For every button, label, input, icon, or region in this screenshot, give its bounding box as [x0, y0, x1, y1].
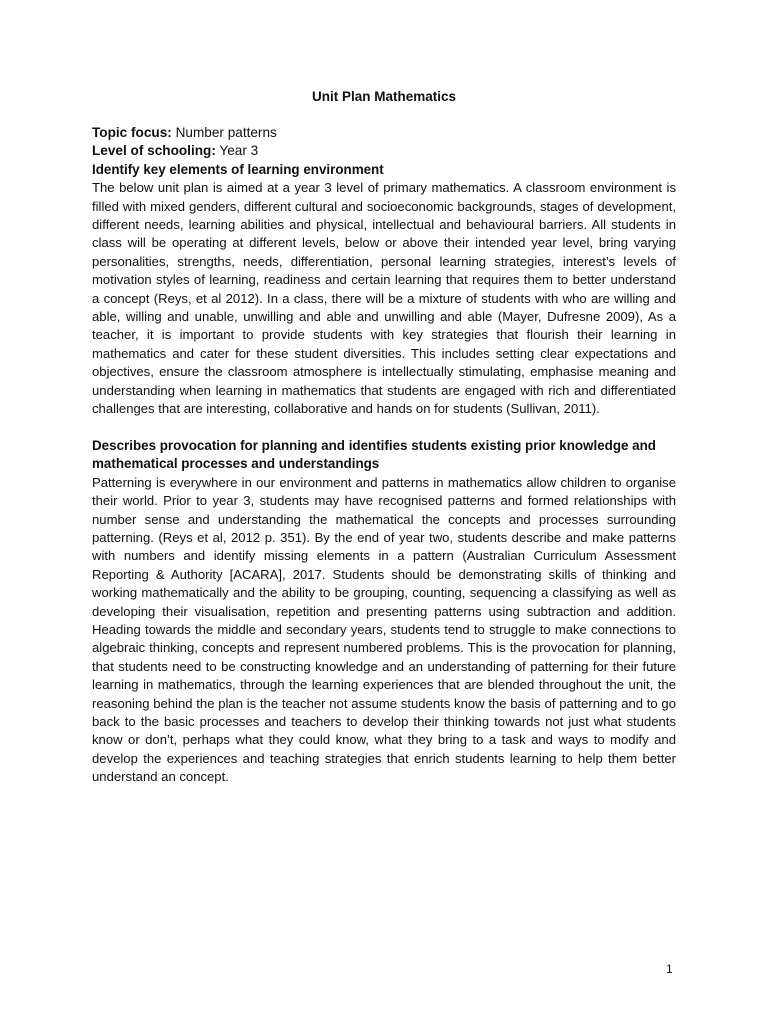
- document-content: [92, 88, 676, 787]
- topic-focus-value: Number patterns: [175, 125, 277, 140]
- level-of-schooling-line: [92, 142, 676, 160]
- section-body-learning-environment: The below unit plan is aimed at a year 3 level of primary mathematics. A classroom environment is filled with mixed genders, different cultural and socioeconomic backgrounds, stages of development, different needs, learning abilities and physical, intellectual and behavioural barriers. All students in class will be operating at different levels, below or above their intended year level, bring varying personalities, strengths, needs, differentiation, personal learning strategies, interest’s levels of motivation styles of learning, readiness and certain learning that requires them to better understand a concept (Reys, et al 2012). In a class, there will be a mixture of students with who are willing and able, willing and unable, unwilling and able and unwilling and able (Mayer, Dufresne 2009), As a teacher, it is important to provide students with key strategies that flourish their learning in mathematics and cater for these student diversities. This includes setting clear expectations and objectives, ensure the classroom atmosphere is intellectually stimulating, emphasise meaning and understanding when learning in mathematics that students are engaged with rich and differentiated challenges that are interesting, collaborative and hands on for students (Sullivan, 2011).: [92, 180, 676, 417]
- level-of-schooling-label: Level of schooling:: [92, 143, 216, 159]
- topic-focus-label: Topic focus:: [92, 125, 172, 140]
- document-title: Unit Plan Mathematics: [311, 89, 457, 104]
- topic-focus-line: [92, 124, 676, 142]
- section-heading-provocation: Describes provocation for planning and identifies students existing prior knowledge and mathematical processes and understandings: [92, 437, 656, 472]
- paragraph-spacer: [92, 419, 676, 437]
- page-number: 1: [666, 962, 673, 976]
- section-body-provocation: Patterning is everywhere in our environment and patterns in mathematics allow children to organise their world. Prior to year 3, students may have recognised patterns and formed relationships with number sense and understanding the mathematical the concepts and processes surrounding patterning. (Reys et al, 2012 p. 351). By the end of year two, students describe and make patterns with numbers and identify missing elements in a pattern (Australian Curriculum Assessment Reporting & Authority [ACARA], 2017. Students should be demonstrating skills of thinking and working mathematically and the ability to be grouping, counting, sequencing a classifying as well as developing their visualisation, repetition and presenting patterns using subtraction and addition. Heading towards the middle and secondary years, students tend to struggle to make connections to algebraic thinking, concepts and represent numbered problems. This is the provocation for planning, that students need to be constructing knowledge and an understanding of patterning for their future learning in mathematics, through the learning experiences that are blended throughout the unit, the reasoning behind the plan is the teacher not assume students know the basis of patterning and to go back to the basic processes and teachers to develop their thinking towards not just what students know or don’t, perhaps what they could know, what they bring to a task and ways to modify and develop the experiences and teaching strategies that enrich students learning to help them better understand an concept.: [92, 474, 676, 785]
- section-heading-learning-environment: Identify key elements of learning environment: [92, 161, 384, 177]
- level-of-schooling-value: Year 3: [219, 143, 259, 159]
